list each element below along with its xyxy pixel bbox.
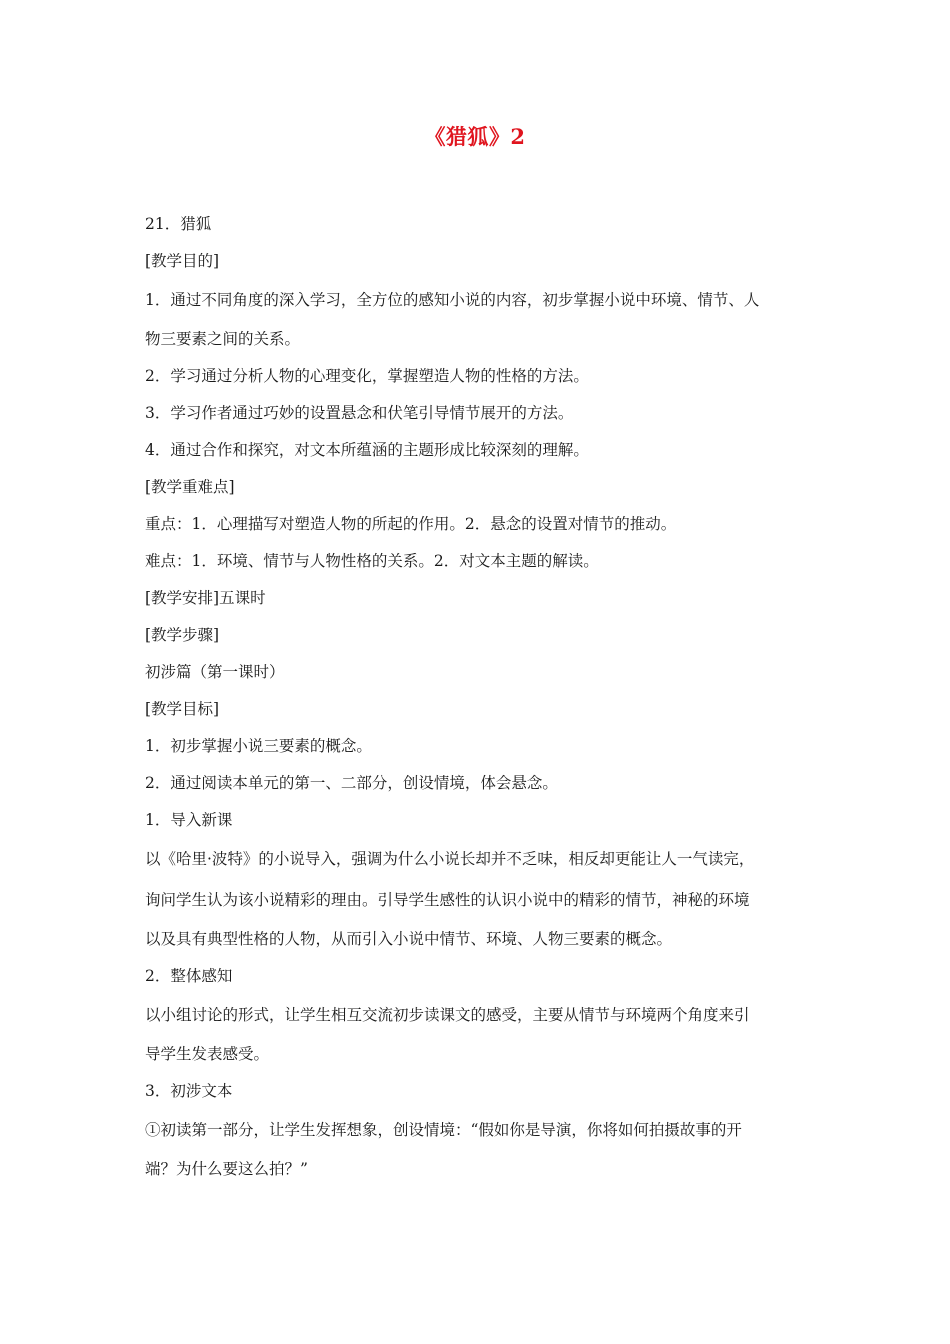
subheading-first-reading: 3．初涉文本 (145, 1082, 233, 1100)
section-heading-steps: [教学步骤] (145, 626, 220, 644)
subheading-overview: 2．整体感知 (145, 967, 233, 985)
document-title: 《猎狐》2 (424, 124, 526, 149)
paragraph-line: 4．通过合作和探究，对文本所蕴涵的主题形成比较深刻的理解。 (145, 441, 589, 459)
paragraph-line: 物三要素之间的关系。 (145, 330, 301, 348)
paragraph-line: 以及具有典型性格的人物，从而引入小说中情节、环境、人物三要素的概念。 (145, 930, 673, 948)
heading-lesson: 21．猎狐 (145, 215, 212, 233)
paragraph-line: 3．学习作者通过巧妙的设置悬念和伏笔引导情节展开的方法。 (145, 404, 574, 422)
paragraph-line: 导学生发表感受。 (145, 1045, 270, 1063)
paragraph-line: 以《哈里·波特》的小说导入，强调为什么小说长却并不乏味，相反却更能让人一气读完， (145, 850, 755, 868)
paragraph-line: 1．初步掌握小说三要素的概念。 (145, 737, 372, 755)
paragraph-line: 端？为什么要这么拍？” (145, 1160, 308, 1178)
section-heading-objectives: [教学目标] (145, 700, 220, 718)
paragraph-line: 2．通过阅读本单元的第一、二部分，创设情境，体会悬念。 (145, 774, 558, 792)
paragraph-line: 2．学习通过分析人物的心理变化，掌握塑造人物的性格的方法。 (145, 367, 589, 385)
subheading-first-lesson: 初涉篇（第一课时） (145, 663, 285, 681)
section-heading-teaching-goals: [教学目的] (145, 252, 220, 270)
paragraph-line: 重点：1．心理描写对塑造人物的所起的作用。2．悬念的设置对情节的推动。 (145, 515, 677, 533)
subheading-intro: 1．导入新课 (145, 811, 233, 829)
paragraph-line: ①初读第一部分，让学生发挥想象，创设情境：“假如你是导演，你将如何拍摄故事的开 (145, 1121, 742, 1139)
section-heading-key-points: [教学重难点] (145, 478, 235, 496)
document-body (145, 206, 810, 1188)
paragraph-line: 以小组讨论的形式，让学生相互交流初步读课文的感受，主要从情节与环境两个角度来引 (145, 1006, 750, 1024)
paragraph-line: 难点：1．环境、情节与人物性格的关系。2．对文本主题的解读。 (145, 552, 599, 570)
section-heading-schedule: [教学安排]五课时 (145, 589, 266, 607)
paragraph-line: 询问学生认为该小说精彩的理由。引导学生感性的认识小说中的精彩的情节，神秘的环境 (145, 891, 750, 909)
paragraph-line: 1．通过不同角度的深入学习，全方位的感知小说的内容，初步掌握小说中环境、情节、人 (145, 291, 760, 309)
